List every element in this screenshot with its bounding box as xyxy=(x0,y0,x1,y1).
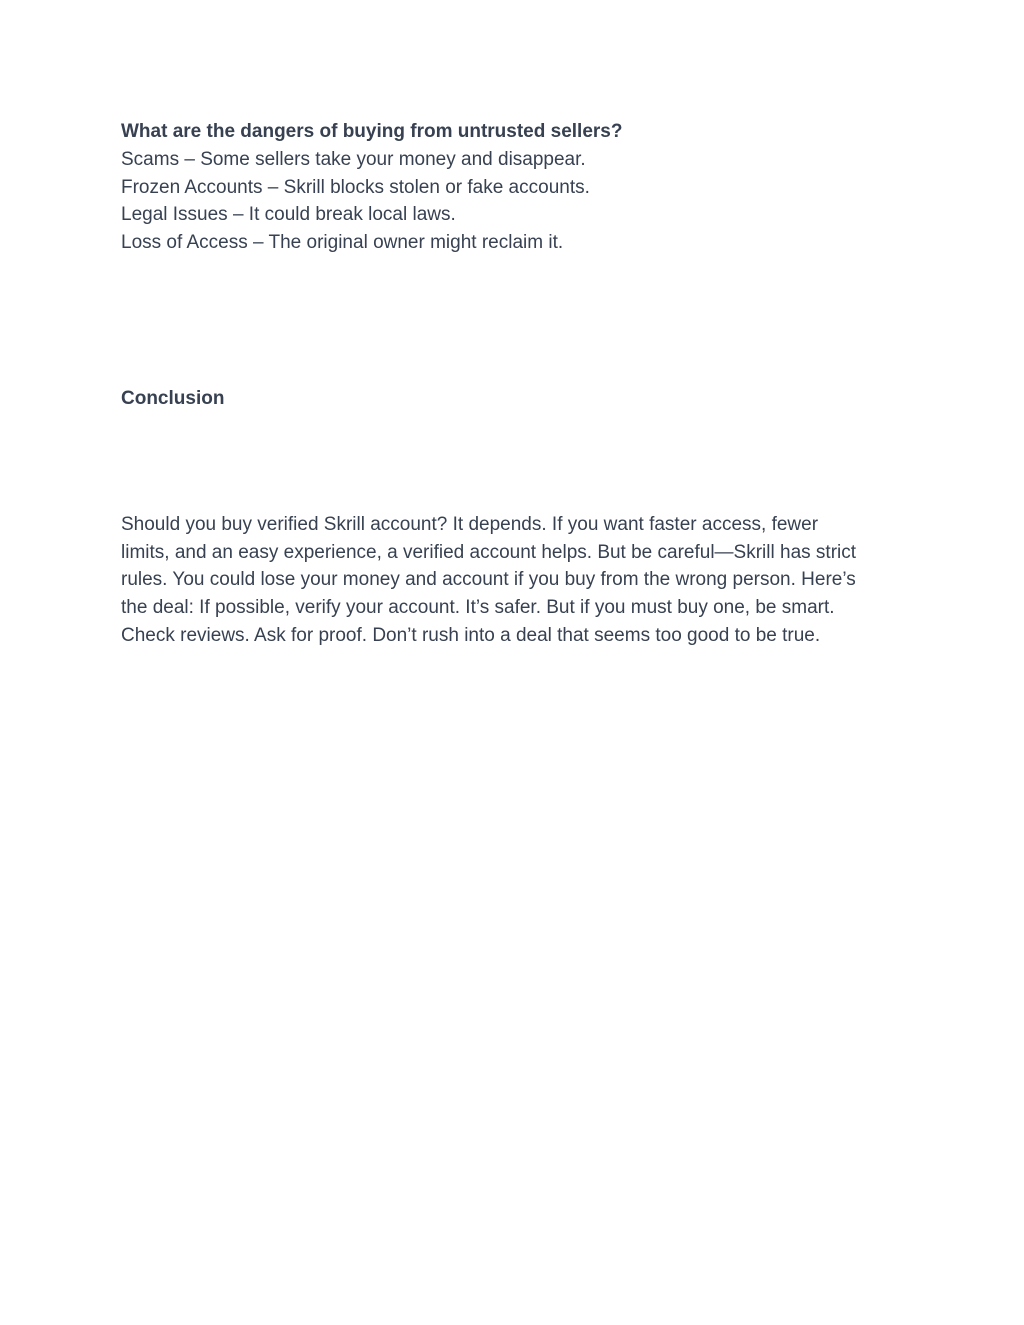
conclusion-line: rules. You could lose your money and account if you buy from the wrong person. Here’s xyxy=(121,569,856,591)
danger-item-frozen-accounts: Frozen Accounts – Skrill blocks stolen or fake accounts. xyxy=(121,176,590,198)
conclusion-heading-block xyxy=(121,385,911,413)
conclusion-paragraph xyxy=(121,511,911,650)
conclusion-line: Check reviews. Ask for proof. Don’t rush into a deal that seems too good to be true. xyxy=(121,624,821,646)
danger-item-legal-issues: Legal Issues – It could break local laws. xyxy=(121,204,456,226)
conclusion-line: the deal: If possible, verify your account. It’s safer. But if you must buy one, be smart. xyxy=(121,597,835,619)
conclusion-heading: Conclusion xyxy=(121,388,225,409)
dangers-heading: What are the dangers of buying from untrusted sellers? xyxy=(121,121,623,142)
conclusion-line: limits, and an easy experience, a verified account helps. But be careful—Skrill has strict xyxy=(121,541,857,563)
danger-item-scams: Scams – Some sellers take your money and disappear. xyxy=(121,149,586,170)
conclusion-line: Should you buy verified Skrill account? It depends. If you want faster access, fewer xyxy=(121,514,819,535)
dangers-section xyxy=(121,118,911,257)
danger-item-loss-of-access: Loss of Access – The original owner might reclaim it. xyxy=(121,232,564,254)
